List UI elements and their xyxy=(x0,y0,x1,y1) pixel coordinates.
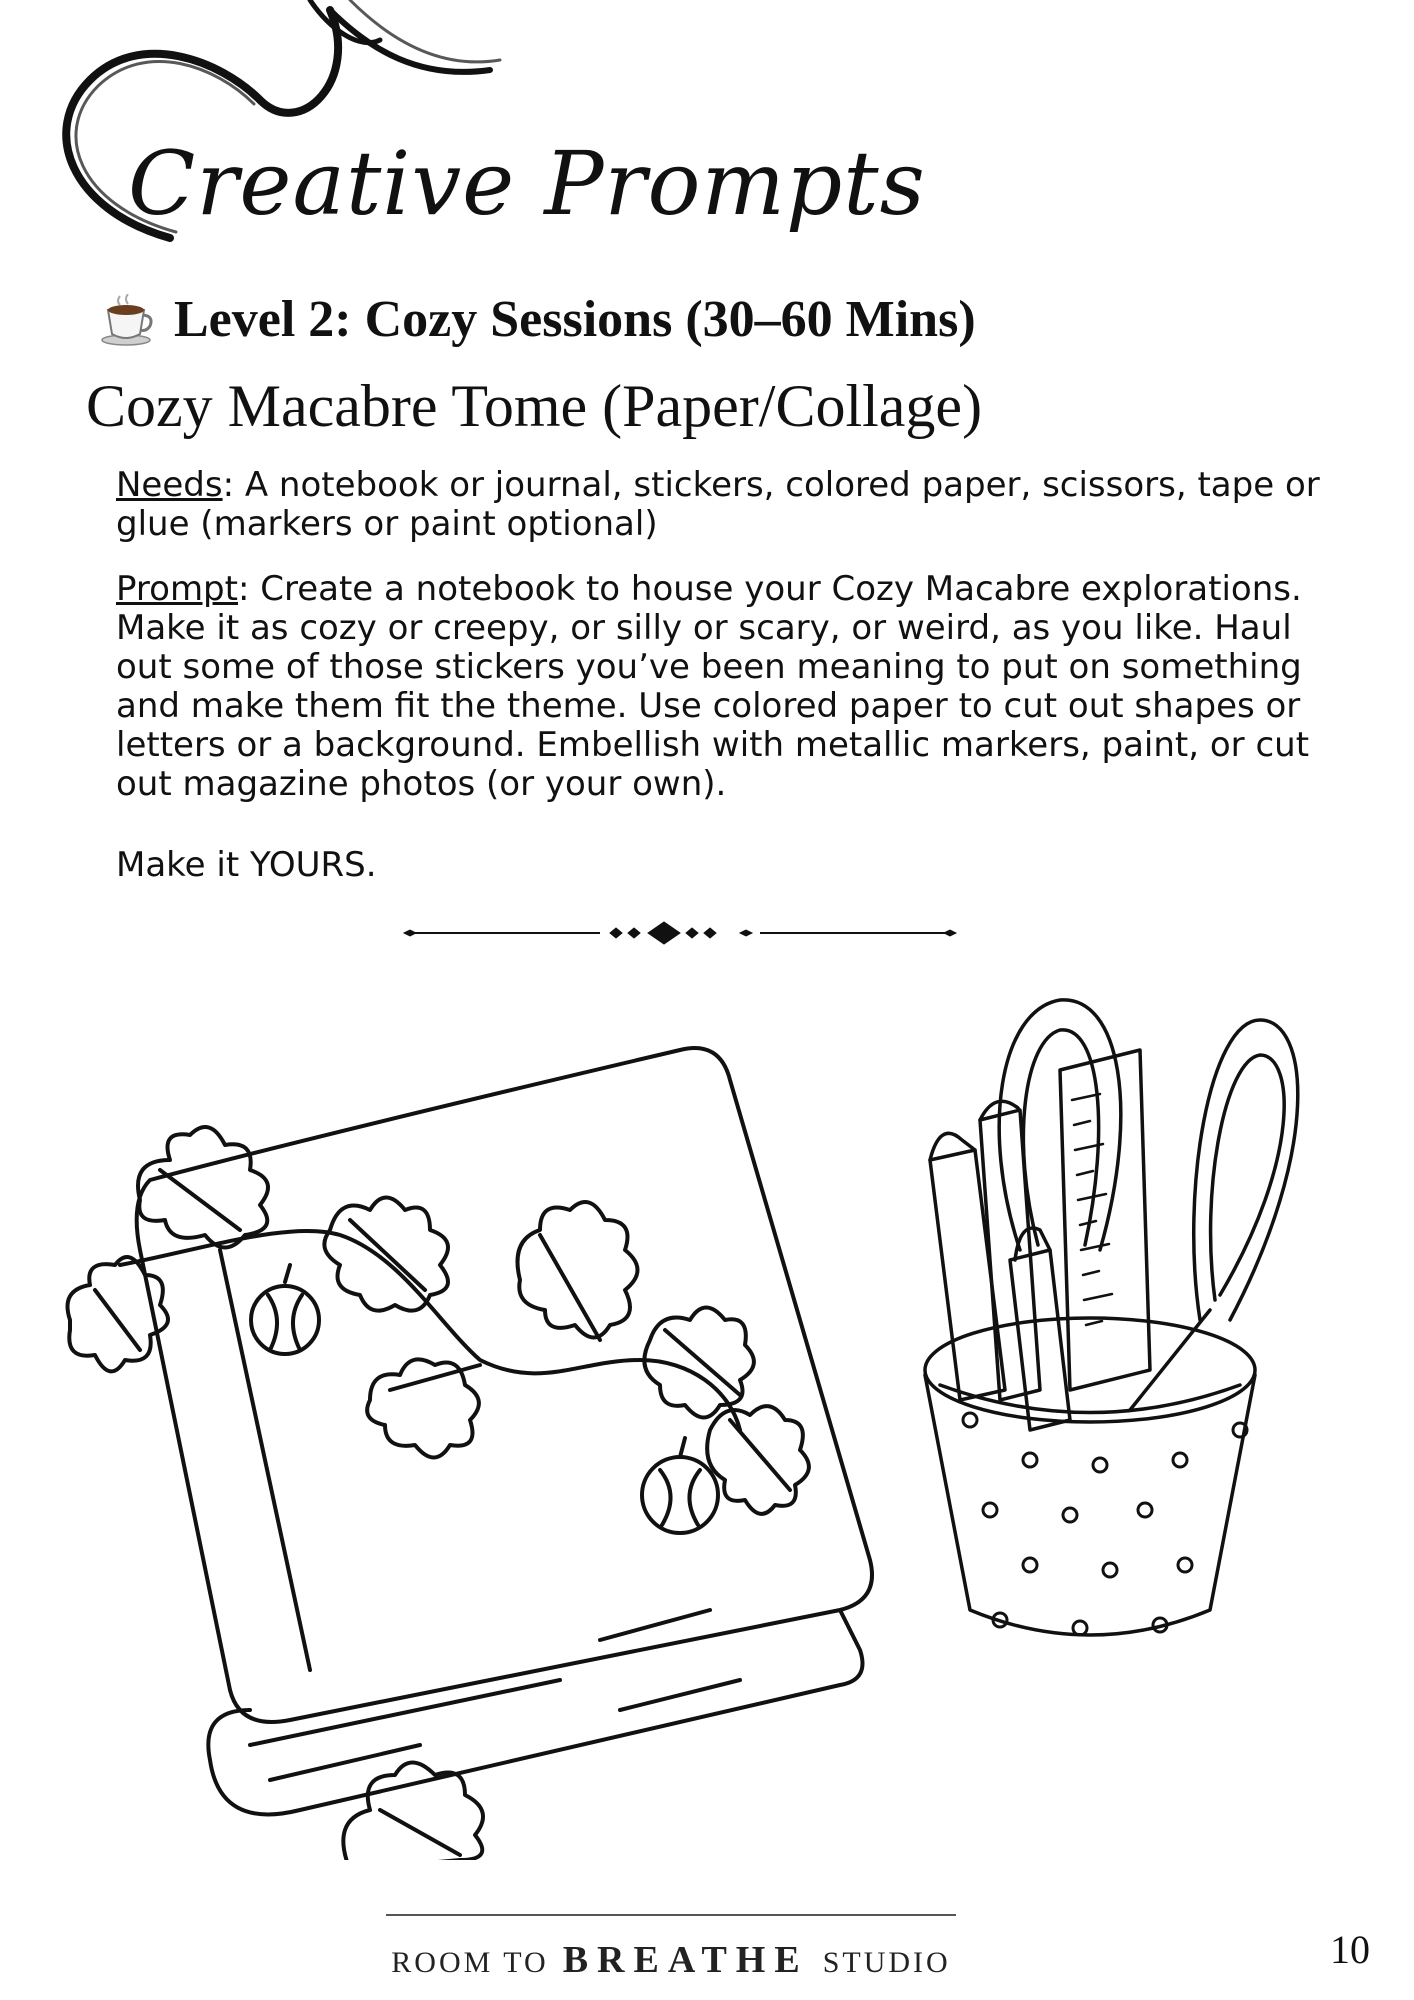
level-heading-row xyxy=(100,290,976,349)
brand-part-3: STUDIO xyxy=(822,1946,951,1979)
needs-label: Needs xyxy=(116,465,223,505)
footer-divider xyxy=(386,1914,956,1916)
page-title: Creative Prompts xyxy=(128,132,926,235)
coffee-cup-icon xyxy=(100,294,156,346)
footer-brand xyxy=(386,1938,956,1982)
book-with-oak-leaves-illustration xyxy=(40,1020,880,1860)
needs-text: : A notebook or journal, stickers, colored paper, scissors, tape or glue (markers or paint optional) xyxy=(116,465,1320,544)
prompt-label: Prompt xyxy=(116,569,238,609)
ornamental-divider xyxy=(400,920,960,946)
closing-line: Make it YOURS. xyxy=(116,845,377,885)
project-title: Cozy Macabre Tome (Paper/Collage) xyxy=(86,373,983,439)
prompt-text: : Create a notebook to house your Cozy Macabre explorations. Make it as cozy or creepy, or silly or scary, or weird, as you like. Haul out some of those stickers you’ve been meaning to put on something and make them fit the theme. Use colored paper to cut out shapes or letters or a background. Embellish with metallic markers, paint, or cut out magazine photos (or your own). xyxy=(116,569,1310,804)
brand-part-2: BREATHE xyxy=(562,1939,809,1981)
pencil-cup-illustration xyxy=(900,990,1360,1690)
brand-part-1: ROOM TO xyxy=(391,1946,549,1979)
needs-paragraph xyxy=(116,466,1336,544)
level-heading: Level 2: Cozy Sessions (30–60 Mins) xyxy=(174,291,976,348)
page-number: 10 xyxy=(1330,1927,1370,1972)
prompt-paragraph xyxy=(116,570,1336,804)
